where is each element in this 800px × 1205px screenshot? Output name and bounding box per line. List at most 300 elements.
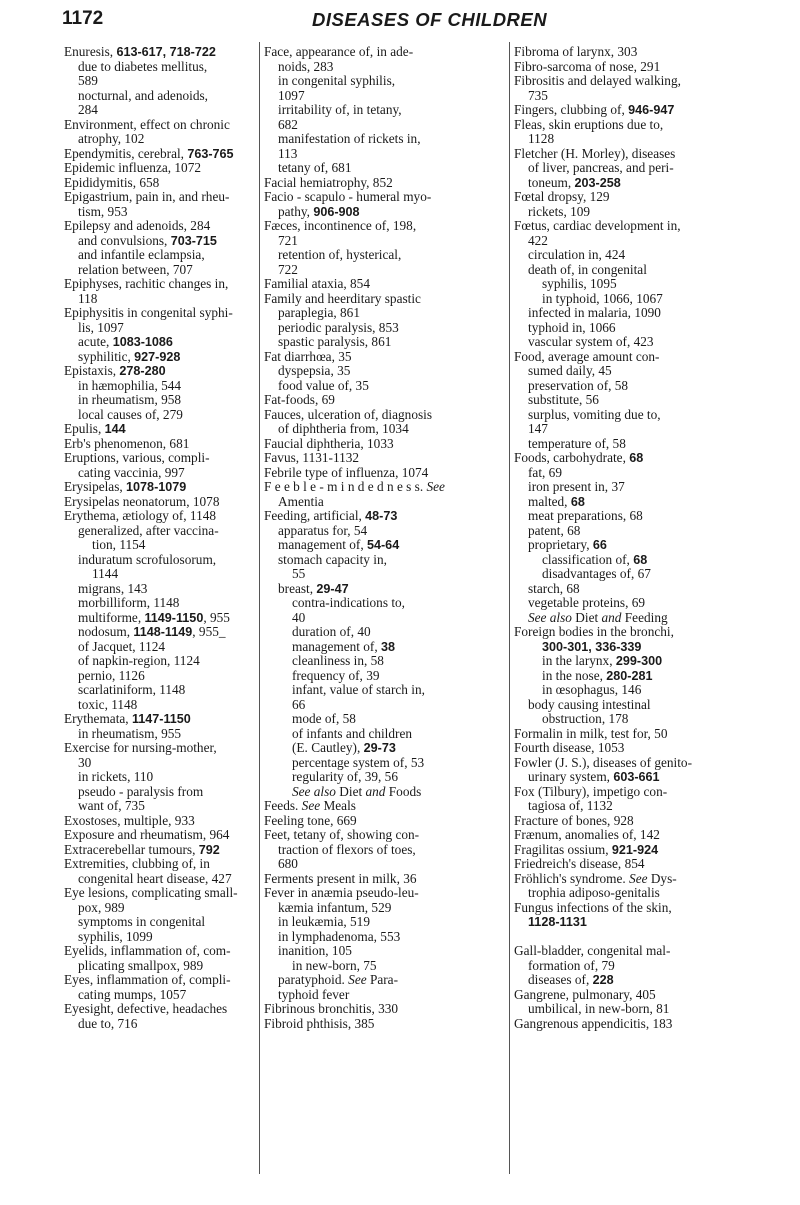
index-line [264, 321, 508, 336]
entry-text: Fœtus, cardiac development in, [514, 218, 681, 233]
index-line [264, 103, 508, 118]
entry-text: 66 [292, 696, 306, 712]
index-line [64, 988, 257, 1003]
index-line [514, 799, 740, 814]
entry-text: Face, appearance of, in ade- [264, 44, 414, 59]
entry-text: periodic paralysis, 853 [278, 319, 399, 335]
entry-text: paratyphoid. [278, 972, 349, 987]
entry-text: morbilliform, 1148 [78, 595, 180, 610]
index-line [64, 292, 257, 307]
entry-text: infant, value of starch in, [292, 682, 425, 697]
entry-text: Fleas, skin eruptions due to, [514, 116, 664, 132]
index-line [514, 147, 740, 162]
index-line [264, 118, 508, 133]
index-line [514, 828, 740, 843]
entry-text: syphilis, 1099 [78, 928, 153, 944]
index-line [514, 524, 740, 539]
entry-text: Family and heerditary spastic [264, 290, 421, 306]
entry-text: syphilis, 1095 [542, 276, 617, 291]
index-line [514, 712, 740, 727]
index-line [64, 524, 257, 539]
index-line [64, 147, 257, 162]
entry-text: vegetable proteins, 69 [528, 595, 646, 610]
entry-text: of infants and children [292, 725, 413, 741]
page-range: 54-64 [366, 538, 400, 552]
entry-text: Gangrenous appendicitis, 183 [514, 1015, 673, 1031]
entry-text: preservation of, 58 [528, 377, 629, 393]
index-line [264, 408, 508, 423]
entry-text: Familial ataxia, 854 [264, 276, 370, 291]
entry-text: Formalin in milk, test for, 50 [514, 725, 668, 741]
page-number: 1172 [62, 8, 104, 29]
index-line [64, 944, 257, 959]
index-line [514, 727, 740, 742]
index-line [64, 306, 257, 321]
entry-text: regularity of, 39, 56 [292, 769, 398, 784]
entry-text: substitute, 56 [528, 392, 599, 407]
entry-text: Extracerebellar tumours, [64, 841, 199, 857]
index-column-2 [264, 45, 508, 1031]
entry-text: typhoid fever [278, 986, 350, 1002]
entry-text: typhoid in, 1066 [528, 319, 616, 335]
entry-text: Facio - scapulo - humeral myo- [264, 189, 432, 204]
page-range: 927-928 [134, 349, 181, 364]
entry-text: 1128 [528, 131, 555, 146]
index-line [64, 872, 257, 887]
index-line [514, 263, 740, 278]
index-line [514, 379, 740, 394]
index-line [514, 567, 740, 582]
index-line [64, 567, 257, 582]
page-range: 68 [629, 451, 644, 465]
index-line [64, 60, 257, 75]
entry-text: umbilical, in new-born, 81 [528, 1001, 670, 1016]
entry-text: Fibroid phthisis, 385 [264, 1015, 375, 1031]
entry-text: Febrile type of influenza, 1074 [264, 464, 429, 480]
entry-text: 735 [528, 87, 548, 103]
index-line [64, 1002, 257, 1017]
entry-text: , 955_ [192, 624, 226, 639]
entry-text: Erysipelas, [64, 479, 127, 494]
index-line [64, 480, 257, 495]
entry-text: symptoms in congenital [78, 914, 206, 929]
index-line [64, 785, 257, 800]
entry-text: Fibro-sarcoma of nose, 291 [514, 58, 661, 74]
entry-text: traction of flexors of toes, [278, 841, 416, 857]
index-line [264, 306, 508, 321]
page-range: 38 [380, 639, 395, 654]
entry-text: toxic, 1148 [78, 696, 138, 712]
index-line [264, 422, 508, 437]
entry-text: kæmia infantum, 529 [278, 899, 392, 915]
page-range: 921-924 [611, 842, 659, 857]
index-line [514, 843, 740, 858]
index-line [514, 770, 740, 785]
page-range: 228 [592, 973, 614, 987]
entry-text: Favus, 1131-1132 [264, 450, 360, 465]
entry-text: sumed daily, 45 [528, 363, 612, 378]
index-line [264, 147, 508, 162]
index-line [64, 263, 257, 278]
entry-text: Feeling tone, 669 [264, 812, 357, 828]
index-line [264, 480, 508, 495]
index-line [264, 799, 508, 814]
index-line [64, 712, 257, 727]
entry-text: 113 [278, 145, 298, 161]
page-range: 763-765 [187, 146, 234, 161]
entry-text: paraplegia, 861 [278, 305, 360, 320]
index-line [264, 770, 508, 785]
entry-text: rickets, 109 [528, 203, 591, 219]
index-line [514, 741, 740, 756]
entry-text: Epigastrium, pain in, and rheu- [64, 189, 230, 204]
entry-text: relation between, 707 [78, 261, 193, 277]
entry-text: Fibroma of larynx, 303 [514, 44, 638, 59]
index-line [514, 118, 740, 133]
index-line [64, 335, 257, 350]
index-line [514, 698, 740, 713]
entry-text: in rickets, 110 [78, 769, 154, 784]
index-line [514, 451, 740, 466]
index-line [64, 654, 257, 669]
entry-text: Fourth disease, 1053 [514, 740, 625, 755]
index-line [64, 799, 257, 814]
entry-text: of Jacquet, 1124 [78, 638, 166, 654]
index-line [64, 553, 257, 568]
entry-text: Eye lesions, complicating small- [64, 885, 238, 900]
entry-text: congenital heart disease, 427 [78, 870, 232, 886]
page-range: 946-947 [628, 103, 675, 117]
index-line [264, 843, 508, 858]
entry-text: in typhoid, 1066, 1067 [542, 290, 663, 306]
index-line [264, 161, 508, 176]
entry-text: temperature of, 58 [528, 435, 626, 451]
index-line [514, 509, 740, 524]
page-range: 1083-1086 [112, 335, 173, 349]
entry-text: Epiphysitis in congenital syphi- [64, 305, 233, 320]
page-range: 144 [104, 422, 126, 436]
index-line [514, 785, 740, 800]
index-line [264, 393, 508, 408]
index-line [64, 582, 257, 597]
entry-text: in rheumatism, 958 [78, 392, 182, 407]
entry-text: iron present in, 37 [528, 479, 625, 494]
entry-text: 422 [528, 232, 548, 248]
entry-text: Foreign bodies in the bronchi, [514, 624, 674, 639]
entry-text: Eruptions, various, compli- [64, 450, 210, 465]
index-line [64, 408, 257, 423]
index-line [264, 292, 508, 307]
index-line [264, 277, 508, 292]
index-line [514, 988, 740, 1003]
entry-text: in hæmophilia, 544 [78, 377, 182, 393]
index-line [64, 640, 257, 655]
entry-text: migrans, 143 [78, 580, 148, 596]
entry-text: tion, 1154 [92, 537, 146, 552]
index-line [64, 727, 257, 742]
entry-text: Frænum, anomalies of, 142 [514, 827, 660, 842]
page-range: 68 [570, 494, 585, 509]
index-line [514, 915, 740, 930]
entry-text: 1144 [92, 566, 119, 581]
entry-text: 118 [78, 290, 98, 306]
entry-text: 589 [78, 73, 98, 88]
index-line [264, 89, 508, 104]
entry-text: pox, 989 [78, 899, 125, 915]
index-line [264, 625, 508, 640]
index-line [64, 379, 257, 394]
index-line [514, 466, 740, 481]
index-line [64, 596, 257, 611]
index-column-1 [64, 45, 257, 1031]
entry-text: cating vaccinia, 997 [78, 464, 185, 480]
entry-text: retention of, hysterical, [278, 247, 402, 262]
index-line [514, 553, 740, 568]
index-line [64, 176, 257, 191]
entry-text: 284 [78, 102, 98, 117]
entry-text: 1097 [278, 87, 305, 103]
index-line [64, 669, 257, 684]
index-line [514, 393, 740, 408]
index-line [64, 103, 257, 118]
entry-text: toneum, [528, 174, 575, 190]
index-line [514, 640, 740, 655]
index-line [514, 756, 740, 771]
index-line [514, 219, 740, 234]
index-line [64, 509, 257, 524]
entry-text: Foods, carbohydrate, [514, 450, 630, 465]
entry-text: apparatus for, 54 [278, 522, 368, 538]
entry-text: Erb's phenomenon, 681 [64, 435, 190, 451]
index-line [514, 364, 740, 379]
index-line [264, 741, 508, 756]
entry-text: 55 [292, 566, 306, 581]
index-line [514, 132, 740, 147]
entry-text: in œsophagus, 146 [542, 682, 642, 697]
cross-ref: and [365, 783, 386, 799]
entry-text: local causes of, 279 [78, 406, 183, 422]
index-line [64, 1017, 257, 1032]
entry-text: proprietary, [528, 537, 593, 552]
index-line [264, 712, 508, 727]
entry-text: Eyes, inflammation of, compli- [64, 972, 231, 987]
index-line [514, 669, 740, 684]
index-line [264, 466, 508, 481]
entry-text: 147 [528, 421, 548, 436]
index-line [64, 930, 257, 945]
entry-text: breast, [278, 580, 317, 596]
entry-text: cating mumps, 1057 [78, 986, 187, 1002]
entry-text: due to diabetes mellitus, [78, 58, 208, 74]
index-line [514, 625, 740, 640]
entry-text: Fibrositis and delayed walking, [514, 73, 681, 88]
index-line [64, 915, 257, 930]
entry-text: Ferments present in milk, 36 [264, 870, 417, 886]
entry-text: Meals [320, 798, 356, 813]
page-range: 66 [592, 538, 607, 552]
index-line [514, 814, 740, 829]
index-line [64, 45, 257, 60]
entry-text: contra-indications to, [292, 595, 405, 610]
index-line [264, 915, 508, 930]
index-line [514, 306, 740, 321]
entry-text: 680 [278, 856, 298, 871]
index-line [264, 132, 508, 147]
index-line [64, 321, 257, 336]
page-range: 1147-1150 [131, 712, 191, 726]
index-line [64, 901, 257, 916]
entry-text: Facial hemiatrophy, 852 [264, 174, 393, 190]
entry-text: nocturnal, and adenoids, [78, 87, 208, 103]
page-range: 906-908 [313, 204, 360, 219]
entry-text: Friedreich's disease, 854 [514, 856, 645, 871]
index-line [514, 683, 740, 698]
entry-text: Eyelids, inflammation of, com- [64, 943, 231, 958]
index-line [264, 785, 508, 800]
index-line [64, 538, 257, 553]
index-line [64, 683, 257, 698]
entry-text: 722 [278, 261, 298, 277]
entry-text: in the nose, [542, 667, 607, 683]
index-line [264, 248, 508, 263]
entry-text: fat, 69 [528, 464, 562, 480]
column-rule [259, 42, 260, 1174]
index-line [514, 74, 740, 89]
entry-text: death of, in congenital [528, 261, 647, 277]
index-line [264, 509, 508, 524]
index-line [264, 176, 508, 191]
index-line [514, 234, 740, 249]
index-line [264, 234, 508, 249]
page-range: 1078-1079 [126, 480, 187, 494]
index-line [514, 292, 740, 307]
entry-text: in new-born, 75 [292, 957, 377, 973]
page-range: 203-258 [574, 175, 621, 190]
entry-text: F e e b l e - m i n d e d n e s s. [264, 479, 427, 494]
entry-text: pseudo - paralysis from [78, 783, 204, 799]
index-line [514, 321, 740, 336]
index-line [264, 930, 508, 945]
index-line [264, 654, 508, 669]
page-range: 703-715 [170, 233, 217, 248]
entry-text: Fungus infections of the skin, [514, 899, 672, 915]
index-line [264, 611, 508, 626]
index-line [64, 770, 257, 785]
entry-text: Exposure and rheumatism, 964 [64, 827, 230, 842]
index-line [264, 727, 508, 742]
entry-text: Eyesight, defective, headaches [64, 1001, 228, 1016]
index-line [264, 596, 508, 611]
page-range: 613-617, 718-722 [116, 45, 216, 59]
page-range: 300-301, 336-339 [542, 639, 642, 654]
entry-text: Para- [366, 972, 399, 987]
page-range: 1149-1150 [144, 610, 204, 625]
index-line [64, 857, 257, 872]
index-line [514, 248, 740, 263]
entry-text: Fibrinous bronchitis, 330 [264, 1001, 399, 1016]
entry-text: want of, 735 [78, 798, 145, 813]
running-head: DISEASES OF CHILDREN [312, 9, 548, 30]
entry-text: Fœtal dropsy, 129 [514, 189, 610, 204]
entry-text: Dys- [647, 870, 677, 886]
index-line [514, 654, 740, 669]
cross-ref: See also [528, 609, 572, 625]
index-line [264, 669, 508, 684]
entry-text: Fletcher (H. Morley), diseases [514, 145, 676, 161]
cross-ref: See [629, 870, 648, 886]
index-line [264, 814, 508, 829]
index-line [514, 538, 740, 553]
index-line [64, 814, 257, 829]
entry-text: due to, 716 [78, 1015, 138, 1031]
index-line [64, 219, 257, 234]
entry-text: mode of, 58 [292, 711, 356, 726]
index-line [264, 872, 508, 887]
entry-text: 40 [292, 609, 306, 625]
index-line [64, 886, 257, 901]
entry-text: Fragilitas ossium, [514, 841, 612, 857]
entry-text: diseases of, [528, 972, 593, 987]
entry-text: Feeding [621, 609, 668, 625]
index-line [64, 828, 257, 843]
index-line [64, 495, 257, 510]
entry-text: cleanliness in, 58 [292, 653, 384, 668]
entry-text: body causing intestinal [528, 696, 651, 712]
entry-text: Fauces, ulceration of, diagnosis [264, 406, 433, 422]
index-line [514, 103, 740, 118]
entry-text: in rheumatism, 955 [78, 725, 182, 741]
column-rule [509, 42, 510, 1174]
entry-text: Exercise for nursing-mother, [64, 740, 217, 755]
index-line [514, 959, 740, 974]
entry-text: Enuresis, [64, 44, 117, 59]
index-line [64, 973, 257, 988]
entry-text: Gall-bladder, congenital mal- [514, 943, 671, 958]
entry-text: multiforme, [78, 609, 145, 625]
entry-text: Erythema, ætiology of, 1148 [64, 508, 217, 523]
index-line [64, 364, 257, 379]
index-line [514, 60, 740, 75]
entry-text: Epulis, [64, 421, 105, 436]
entry-text: Erythemata, [64, 711, 132, 726]
cross-ref: See [426, 479, 445, 494]
entry-text: , 955 [203, 609, 230, 625]
index-line [514, 45, 740, 60]
entry-text: manifestation of rickets in, [278, 131, 421, 146]
entry-text: management of, [278, 537, 367, 552]
index-line [64, 248, 257, 263]
index-line [64, 466, 257, 481]
index-line [64, 234, 257, 249]
index-line [264, 45, 508, 60]
entry-text: Fæces, incontinence of, 198, [264, 218, 417, 233]
index-line [264, 205, 508, 220]
entry-text: pathy, [278, 203, 314, 219]
entry-text: food value of, 35 [278, 377, 369, 393]
entry-text: syphilitic, [78, 348, 135, 364]
entry-text: starch, 68 [528, 580, 580, 596]
entry-text: in congenital syphilis, [278, 73, 396, 88]
entry-text: pernio, 1126 [78, 667, 145, 683]
index-line [264, 364, 508, 379]
page-range: 280-281 [606, 668, 653, 683]
index-line [264, 1017, 508, 1032]
entry-text: malted, [528, 493, 571, 509]
entry-text: Gangrene, pulmonary, 405 [514, 986, 656, 1002]
index-line [514, 973, 740, 988]
index-line [264, 379, 508, 394]
index-line [264, 538, 508, 553]
